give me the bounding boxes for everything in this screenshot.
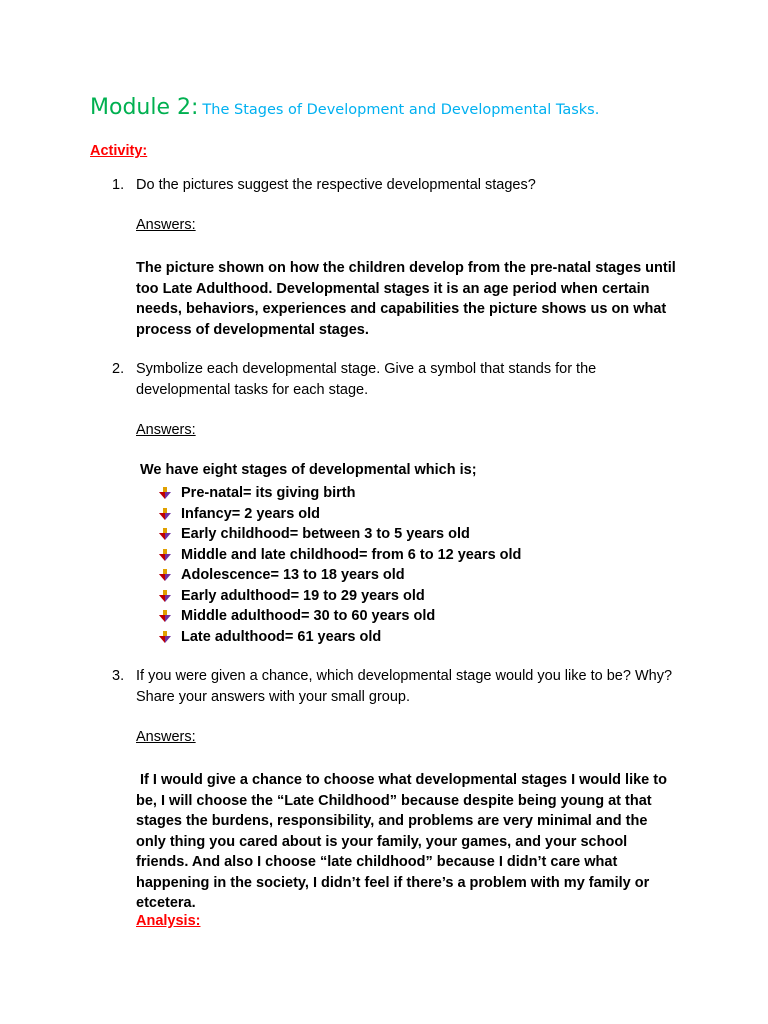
question-3 (112, 666, 672, 707)
down-arrow-bullet-icon (158, 507, 172, 521)
stage-text: Middle adulthood= 30 to 60 years old (181, 608, 436, 624)
stage-text: Late adulthood= 61 years old (181, 628, 382, 645)
question-text: If you were given a chance, which developmental stage would you like to be? Why? Share your answers with your small group. (136, 668, 673, 705)
down-arrow-bullet-icon (158, 486, 172, 500)
down-arrow-bullet-icon (158, 609, 172, 623)
stage-text: Middle and late childhood= from 6 to 12 years old (181, 546, 522, 563)
list-item (158, 586, 521, 607)
stage-text: Early childhood= between 3 to 5 years old (181, 526, 470, 542)
answer-1: The picture shown on how the children develop from the pre-natal stages until too Late Adulthood. Developmental stages it is an age period when certain needs, behaviors, experiences and capabilities the picture shows us on what process of developmental stages. (136, 260, 676, 338)
analysis-heading: Analysis: (136, 913, 201, 929)
activity-heading: Activity: (90, 143, 148, 159)
question-number: 2. (112, 361, 125, 377)
question-2 (112, 359, 672, 400)
question-text: Do the pictures suggest the respective developmental stages? (136, 177, 536, 193)
stages-intro: We have eight stages of developmental which is; (140, 462, 477, 478)
question-text: Symbolize each developmental stage. Give a symbol that stands for the developmental tasks for each stage. (136, 361, 597, 398)
module-title-row (90, 95, 599, 120)
answers-label-1: Answers: (136, 217, 196, 233)
question-1 (112, 175, 672, 196)
list-item (158, 483, 521, 504)
answer-3: If I would give a chance to choose what developmental stages I would like to be, I will choose the “Late Childhood” because despite being young at that stages the burdens, responsibility, and problems are very minimal and the only thing you cared about is your family, your games, and your school friends. And also I choose “late childhood” because I didn’t care what happening in the society, I didn’t feel if there’s a problem with my family or etcetera. (136, 772, 667, 911)
list-item (158, 565, 521, 586)
down-arrow-bullet-icon (158, 589, 172, 603)
stage-text: Infancy= 2 years old (181, 505, 321, 522)
question-number: 3. (112, 668, 125, 684)
stage-list (158, 483, 521, 647)
down-arrow-bullet-icon (158, 568, 172, 582)
down-arrow-bullet-icon (158, 527, 172, 541)
down-arrow-bullet-icon (158, 548, 172, 562)
module-subtitle: The Stages of Development and Developmental Tasks. (202, 102, 600, 118)
down-arrow-bullet-icon (158, 630, 172, 644)
answers-label-3: Answers: (136, 729, 196, 745)
stage-text: Early adulthood= 19 to 29 years old (181, 587, 425, 604)
stage-text: Pre-natal= its giving birth (181, 485, 356, 501)
list-item (158, 606, 521, 627)
stage-text: Adolescence= 13 to 18 years old (181, 567, 405, 583)
list-item (158, 545, 521, 566)
question-number: 1. (112, 177, 125, 193)
list-item (158, 504, 521, 525)
answers-label-2: Answers: (136, 422, 196, 438)
list-item (158, 524, 521, 545)
module-title: Module 2: (90, 95, 199, 120)
list-item (158, 627, 521, 648)
